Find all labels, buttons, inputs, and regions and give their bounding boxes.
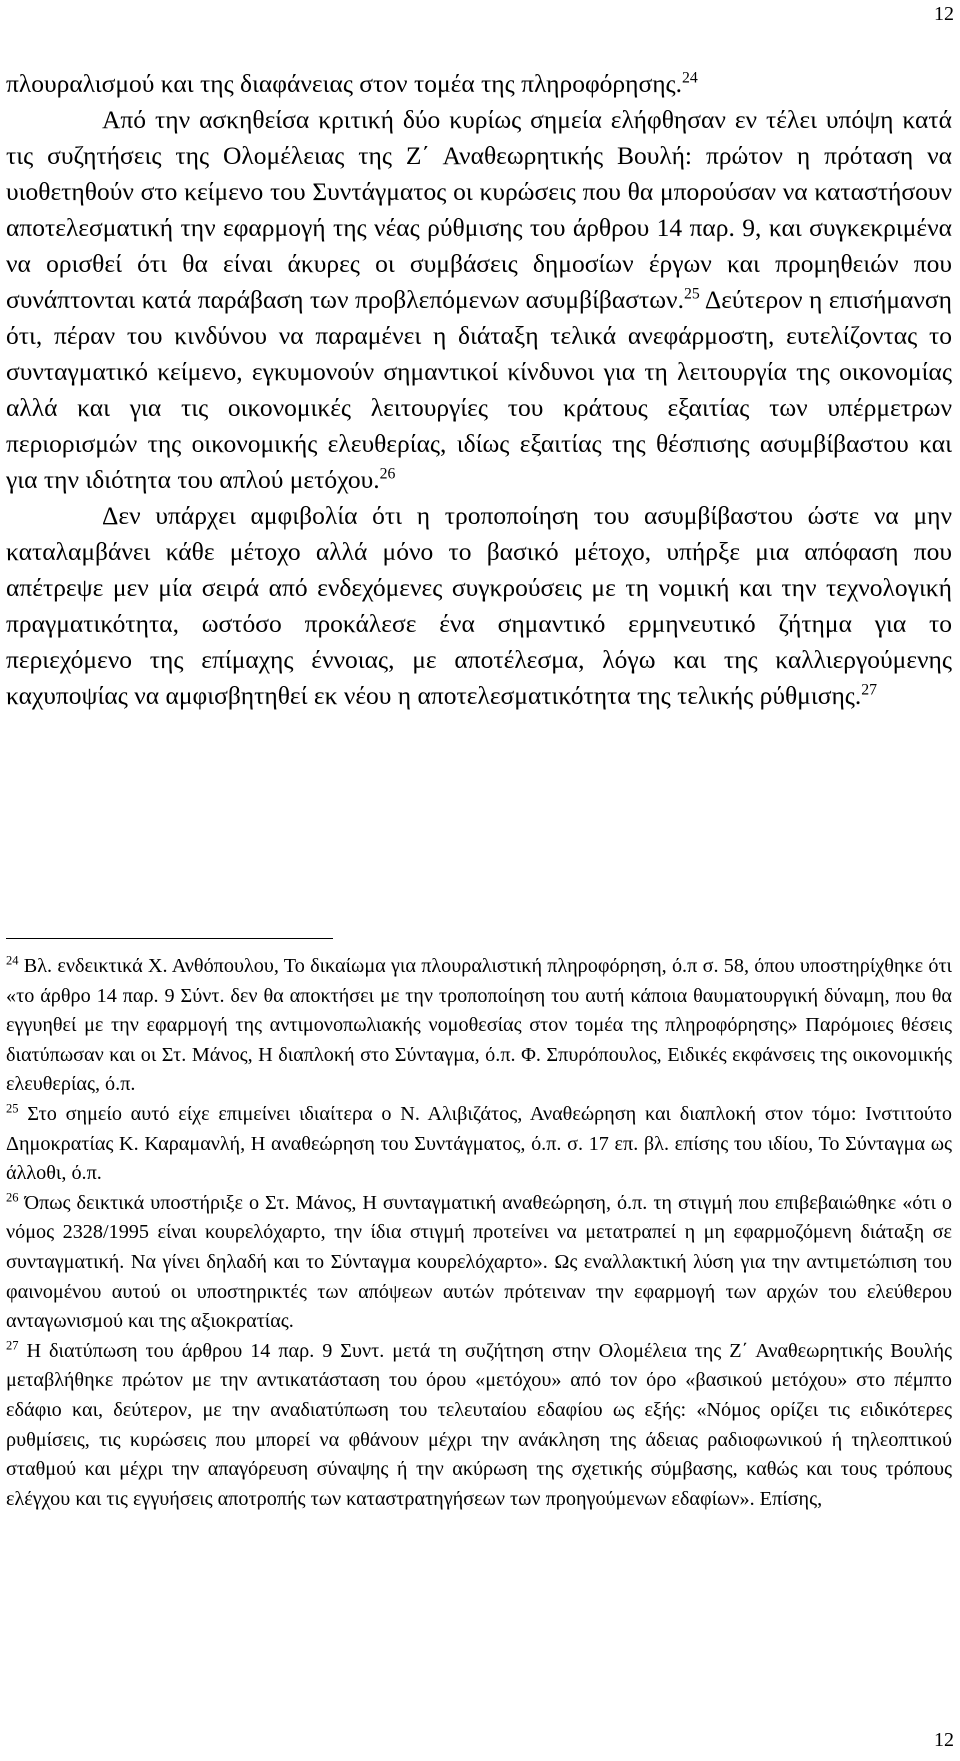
footnote-mark-25: 25	[6, 1101, 19, 1116]
page-number-bottom: 12	[934, 1729, 954, 1751]
footnote-24-text: Βλ. ενδεικτικά Χ. Ανθόπουλου, Το δικαίωμα για πλουραλιστική πληροφόρηση, ό.π σ. 58, όπου υποστηρίχθηκε ότι «το άρθρο 14 παρ. 9 Σύντ. δεν θα αποκτήσει με την τροποποίηση του αυτή κάποια θαυματουργική δύναμη, που θα εγγυηθεί με την εφαρμογή της αντιμονοπωλιακής νομοθεσίας στον τομέα της πληροφόρησης» Παρόμοιες θέσεις διατύπωσαν και οι Στ. Μάνος, Η διαπλοκή στο Σύνταγμα, ό.π. Φ. Σπυρόπουλος, Ειδικές εκφάνσεις της οικονομικής ελευθερίας, ό.π.	[6, 955, 952, 1096]
footnote-26	[6, 1189, 952, 1337]
paragraph-1-text: πλουραλισμού και της διαφάνειας στον τομέα της πληροφόρησης.	[6, 69, 683, 98]
footnote-ref-25[interactable]: 25	[683, 285, 700, 303]
paragraph-2	[6, 102, 952, 498]
page-number-top: 12	[934, 3, 954, 25]
footnote-ref-26[interactable]: 26	[379, 465, 396, 483]
footnote-mark-24: 24	[6, 953, 19, 968]
footnote-ref-24[interactable]: 24	[682, 69, 698, 87]
paragraph-1	[6, 66, 952, 102]
paragraph-2-text-b: Δεύτερον η επισήμανση ότι, πέραν του κινδύνου να παραμένει η διάταξη τελικά ανεφάρμοστη, ευτελίζοντας το συνταγματικό κείμενο, εγκυμονούν σημαντικοί κίνδυνοι για τη λειτουργία της οικονομίας αλλά και για τις οικονομικές λειτουργίες του κράτους εξαιτίας των υπέρμετρων περιορισμών της οικονομικής ελευθερίας, ιδίως εξαιτίας της θέσπισης ασυμβίβαστου και για την ιδιότητα του απλού μετόχου.	[6, 285, 952, 494]
footnote-27	[6, 1337, 952, 1515]
footnote-24	[6, 952, 952, 1100]
footnote-mark-27: 27	[6, 1337, 19, 1352]
footnote-ref-27[interactable]: 27	[861, 681, 878, 699]
footnote-separator	[6, 938, 333, 939]
main-text	[6, 66, 952, 714]
paragraph-3-text: Δεν υπάρχει αμφιβολία ότι η τροποποίηση του ασυμβίβαστου ώστε να μην καταλαμβάνει κάθε μέτοχο αλλά μόνο το βασικό μέτοχο, υπήρξε μια απόφαση που απέτρεψε μεν μία σειρά από ενδεχόμενες συγκρούσεις με τη νομική και την τεχνολογική πραγματικότητα, ωστόσο προκάλεσε ένα σημαντικό ερμηνευτικό ζήτημα για το περιεχόμενο της επίμαχης έννοιας, με αποτέλεσμα, λόγω και της καλλιεργούμενης καχυποψίας να αμφισβητηθεί εκ νέου η αποτελεσματικότητα της τελικής ρύθμισης.	[6, 501, 952, 710]
footnote-25	[6, 1100, 952, 1189]
footnotes	[6, 952, 952, 1514]
footnote-mark-26: 26	[6, 1190, 19, 1205]
footnote-25-text: Στο σημείο αυτό είχε επιμείνει ιδιαίτερα ο Ν. Αλιβιζάτος, Αναθεώρηση και διαπλοκή στον τόμο: Ινστιτούτο Δημοκρατίας Κ. Καραμανλή, Η αναθεώρηση του Συντάγματος, ό.π. σ. 17 επ. βλ. επίσης του ιδίου, Το Σύνταγμα ως άλλοθι, ό.π.	[6, 1102, 952, 1185]
footnote-27-text: Η διατύπωση του άρθρου 14 παρ. 9 Συντ. μετά τη συζήτηση στην Ολομέλεια της Ζ΄ Αναθεωρητικής Βουλής μεταβλήθηκε πρώτον με την αντικατάσταση του όρου «μετόχου» από τον όρο «βασικού μετόχου» στο πέμπτο εδάφιο και, δεύτερον, με την αναδιατύπωση του τελευταίου εδαφίου ως εξής: «Νόμος ορίζει τις ειδικότερες ρυθμίσεις, τις κυρώσεις που μπορεί να φθάνουν μέχρι την ανάκληση της άδειας ραδιοφωνικού ή τηλεοπτικού σταθμού και μέχρι την απαγόρευση σύναψης ή την ακύρωση της σχετικής σύμβασης, καθώς και τους τρόπους ελέγχου και τις εγγυήσεις αποτροπής των καταστρατηγήσεων των προηγούμενων εδαφίων». Επίσης,	[6, 1339, 952, 1510]
footnote-26-text: Όπως δεικτικά υποστήριξε ο Στ. Μάνος, Η συνταγματική αναθεώρηση, ό.π. τη στιγμή που επιβεβαιώθηκε «ότι ο νόμος 2328/1995 είναι κουρελόχαρτο, την ίδια στιγμή προτείνει να μετατραπεί η μη εφαρμοζόμενη διάταξη σε συνταγματική. Να γίνει δηλαδή και το Σύνταγμα κουρελόχαρτο». Ως εναλλακτική λύση για την αντιμετώπιση του φαινομένου αυτού οι υποστηρικτές των απόψεων αυτών πρότειναν την εφαρμογή των αρχών του ελεύθερου ανταγωνισμού και της αξιοκρατίας.	[6, 1191, 952, 1333]
paragraph-2-text-a: Από την ασκηθείσα κριτική δύο κυρίως σημεία ελήφθησαν εν τέλει υπόψη κατά τις συζητήσεις της Ολομέλειας της Ζ΄ Αναθεωρητικής Βουλή: πρώτον η πρόταση να υιοθετηθούν στο κείμενο του Συντάγματος οι κυρώσεις που θα μπορούσαν να καταστήσουν αποτελεσματική την εφαρμογή της νέας ρύθμισης του άρθρου 14 παρ. 9, και συγκεκριμένα να ορισθεί ότι θα είναι άκυρες οι συμβάσεις δημοσίων έργων και προμηθειών που συνάπτονται κατά παράβαση των προβλεπόμενων ασυμβίβαστων.	[6, 105, 952, 314]
paragraph-3	[6, 498, 952, 714]
